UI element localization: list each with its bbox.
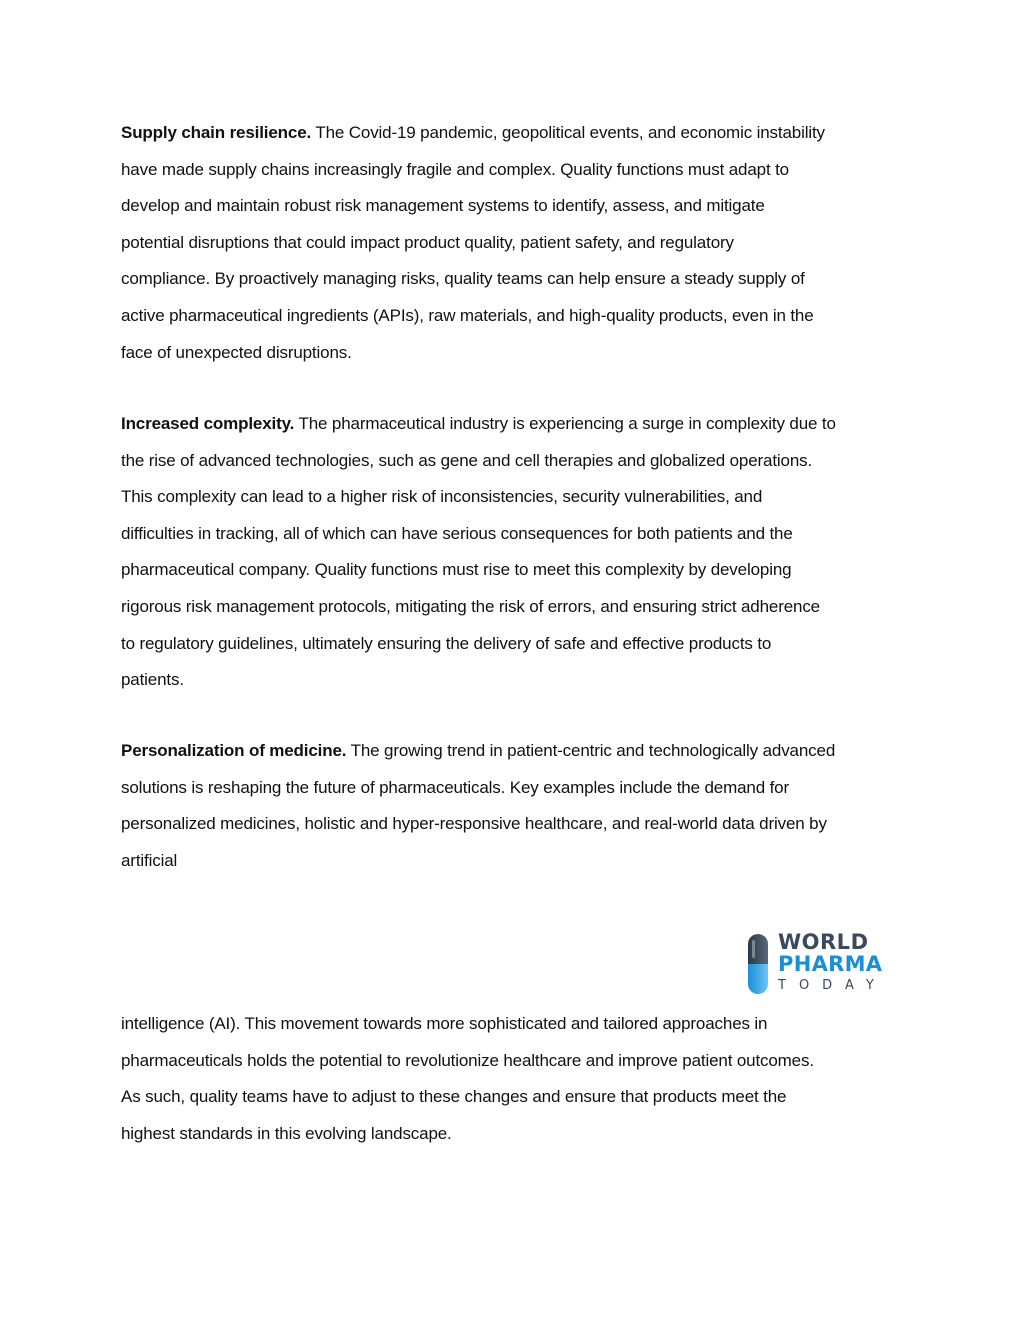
paragraph-line: intelligence (AI). This movement towards more sophisticated and tailored approaches in bbox=[121, 1014, 768, 1033]
paragraph-line: to regulatory guidelines, ultimately ensuring the delivery of safe and effective products to bbox=[121, 633, 772, 653]
capsule-icon bbox=[748, 934, 768, 994]
logo-word-world: WORLD bbox=[778, 930, 869, 954]
paragraph-line: develop and maintain robust risk management systems to identify, assess, and mitigate bbox=[121, 196, 765, 216]
logo-word-today: TODAY bbox=[778, 978, 887, 993]
paragraph-line bbox=[121, 115, 911, 152]
paragraph-line: solutions is reshaping the future of pharmaceuticals. Key examples include the demand for bbox=[121, 777, 789, 797]
paragraph-text: The pharmaceutical industry is experiencing a surge in complexity due to bbox=[294, 414, 836, 433]
paragraph-line: face of unexpected disruptions. bbox=[121, 342, 352, 362]
paragraph-line: patients. bbox=[121, 670, 184, 690]
paragraph-heading: Personalization of medicine. bbox=[121, 741, 347, 760]
logo-word-pharma: PHARMA bbox=[778, 952, 883, 976]
paragraph-line: This complexity can lead to a higher risk of inconsistencies, security vulnerabilities, and bbox=[121, 487, 763, 507]
paragraph-heading: Increased complexity. bbox=[121, 414, 295, 433]
paragraph-line: highest standards in this evolving landscape. bbox=[121, 1123, 452, 1143]
paragraph-personalization-of-medicine bbox=[121, 733, 911, 879]
paragraph-line: the rise of advanced technologies, such as gene and cell therapies and globalized operations. bbox=[121, 450, 813, 470]
paragraph-line: personalized medicines, holistic and hyper-responsive healthcare, and real-world data driven by bbox=[121, 814, 827, 834]
paragraph-text: The Covid-19 pandemic, geopolitical events, and economic instability bbox=[311, 123, 825, 142]
paragraph-line: pharmaceutical company. Quality functions must rise to meet this complexity by developing bbox=[121, 560, 792, 580]
paragraph-increased-complexity bbox=[121, 406, 911, 699]
paragraph-line: difficulties in tracking, all of which can have serious consequences for both patients and the bbox=[121, 523, 793, 543]
paragraph-heading: Supply chain resilience. bbox=[121, 123, 312, 142]
paragraph-line: active pharmaceutical ingredients (APIs), raw materials, and high-quality products, even in the bbox=[121, 305, 814, 325]
paragraph-line: potential disruptions that could impact product quality, patient safety, and regulatory bbox=[121, 232, 734, 252]
paragraph-line bbox=[121, 733, 911, 770]
world-pharma-today-logo bbox=[740, 921, 902, 1003]
paragraph-line: have made supply chains increasingly fragile and complex. Quality functions must adapt to bbox=[121, 159, 789, 179]
paragraph-line: rigorous risk management protocols, mitigating the risk of errors, and ensuring strict adherence bbox=[121, 596, 820, 616]
paragraph-text: The growing trend in patient-centric and technologically advanced bbox=[346, 741, 836, 760]
paragraph-line: compliance. By proactively managing risks, quality teams can help ensure a steady supply of bbox=[121, 269, 805, 289]
paragraph-continuation bbox=[121, 1006, 911, 1152]
paragraph-line: artificial bbox=[121, 850, 178, 870]
paragraph-supply-chain-resilience bbox=[121, 115, 911, 371]
paragraph-line bbox=[121, 406, 911, 443]
paragraph-line: pharmaceuticals holds the potential to revolutionize healthcare and improve patient outcomes. bbox=[121, 1050, 814, 1070]
paragraph-line: As such, quality teams have to adjust to these changes and ensure that products meet the bbox=[121, 1087, 787, 1107]
